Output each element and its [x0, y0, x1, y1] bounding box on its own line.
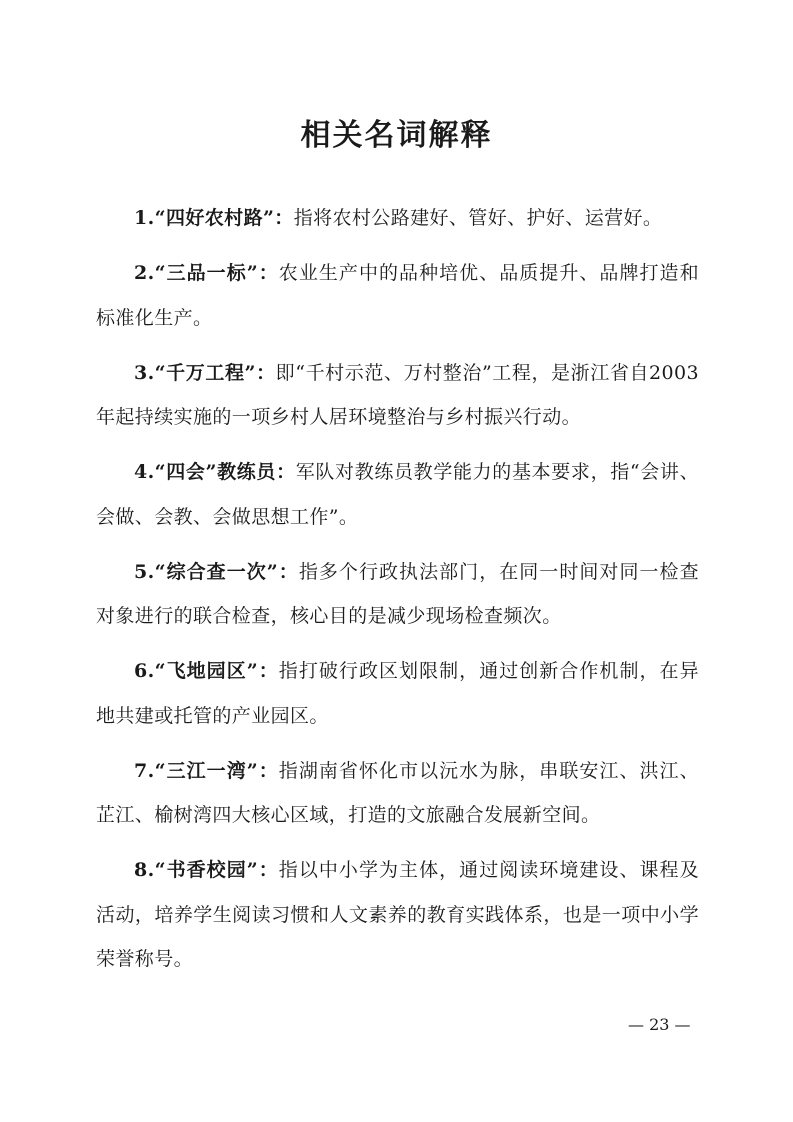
term-item: [96, 351, 699, 440]
term-definition: 指多个行政执法部门，在同一时间对同一检查对象进行的联合检查，核心目的是减少现场检查频次。: [96, 560, 699, 627]
term-name: 4.“四会”教练员：: [134, 461, 296, 483]
term-definition: 即“千村示范、万村整治”工程，是浙江省自2003年起持续实施的一项乡村人居环境整治与乡村振兴行动。: [96, 361, 699, 428]
term-name: 8.“书香校园”：: [134, 859, 279, 881]
term-definition: 指打破行政区划限制，通过创新合作机制，在异地共建或托管的产业园区。: [96, 660, 699, 727]
term-name: 6.“飞地园区”：: [134, 660, 279, 682]
term-item: [96, 251, 699, 340]
page-number: — 23 —: [628, 1015, 691, 1034]
term-definition: 指以中小学为主体，通过阅读环境建设、课程及活动，培养学生阅读习惯和人文素养的教育实践体系，也是一项中小学荣誉称号。: [96, 859, 699, 970]
term-name: 3.“千万工程”：: [134, 361, 276, 384]
term-definition: 军队对教练员教学能力的基本要求，指“会讲、会做、会教、会做思想工作”。: [96, 461, 699, 528]
term-definition: 农业生产中的品种培优、品质提升、品牌打造和标准化生产。: [96, 262, 699, 329]
term-item: [96, 550, 699, 639]
term-item: [96, 450, 699, 539]
term-item: [96, 649, 699, 738]
term-name: 5.“综合查一次”：: [134, 560, 299, 583]
term-definition: 指湖南省怀化市以沅水为脉，串联安江、洪江、芷江、榆树湾四大核心区域，打造的文旅融合发展新空间。: [96, 759, 699, 826]
term-item: [96, 749, 699, 838]
term-name: 1.“四好农村路”：: [134, 207, 294, 229]
term-item: [96, 196, 699, 241]
term-definition: 指将农村公路建好、管好、护好、运营好。: [293, 207, 663, 229]
terms-list: [96, 196, 699, 992]
term-name: 7.“三江一湾”：: [134, 759, 279, 782]
page-title: 相关名词解释: [300, 118, 493, 153]
term-name: 2.“三品一标”：: [134, 262, 279, 284]
term-item: [96, 848, 699, 982]
